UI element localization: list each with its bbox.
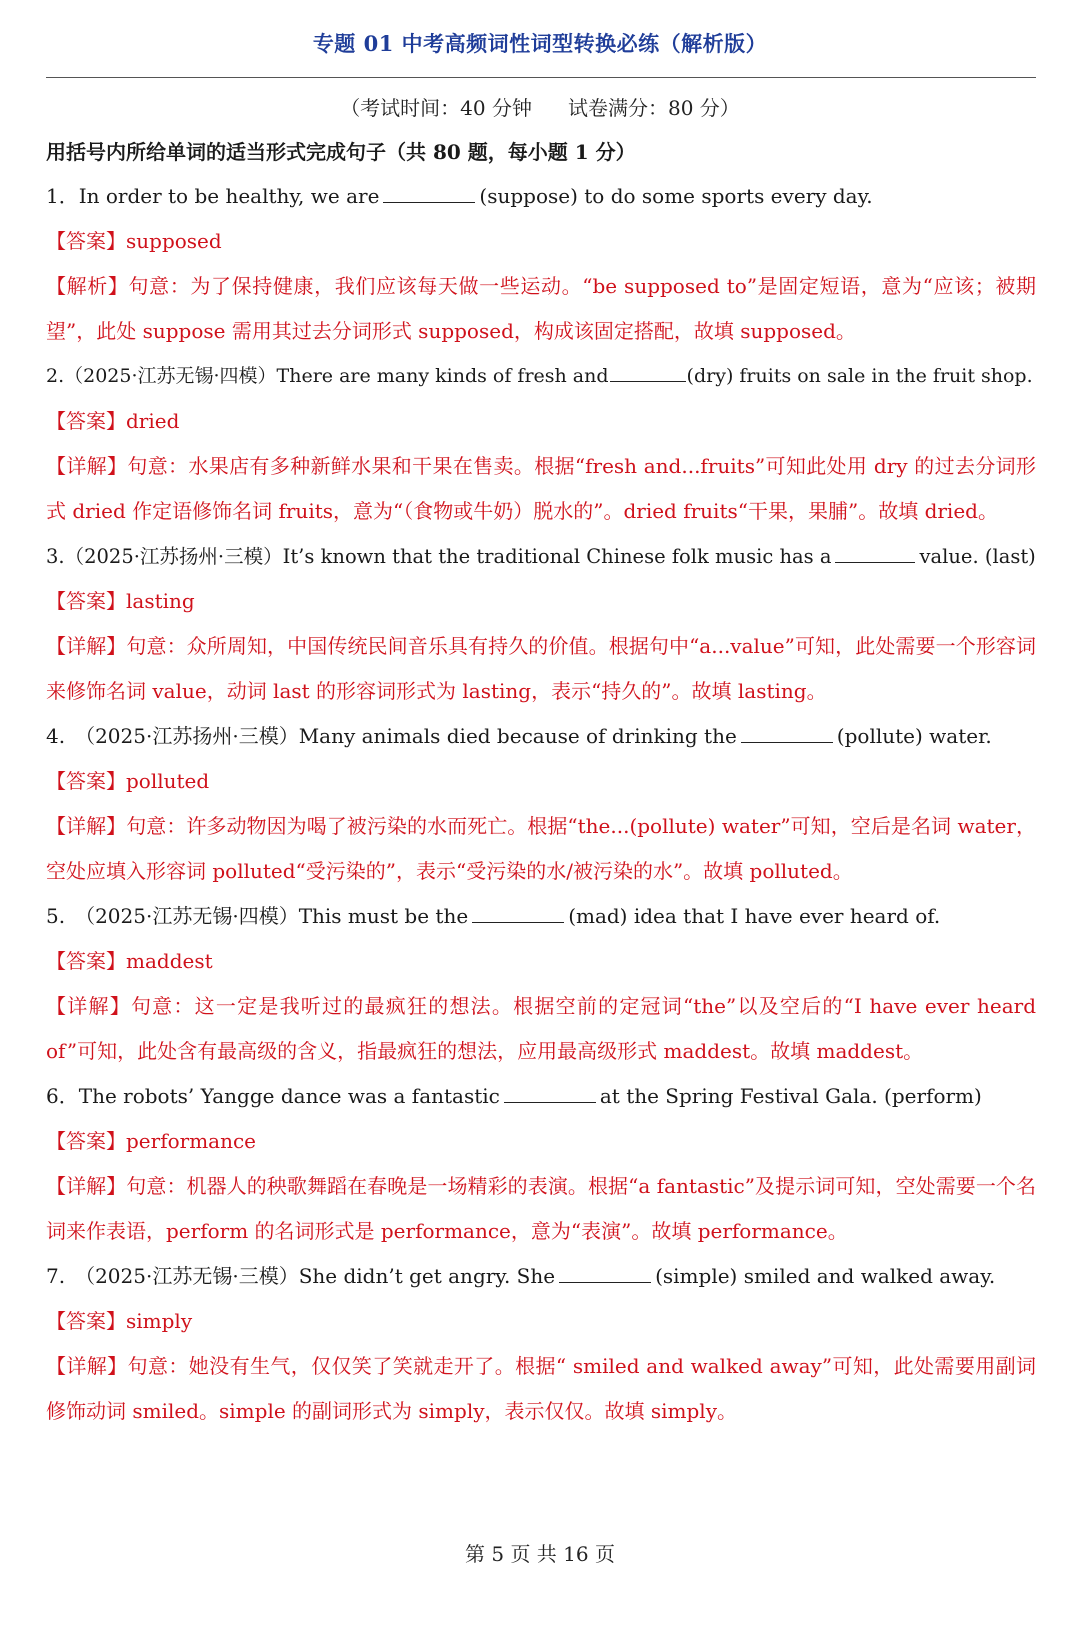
answer-blank [741, 741, 833, 743]
full-score: 试卷满分：80 分） [568, 96, 740, 120]
answer-5: 【答案】maddest [46, 949, 213, 973]
header-divider [46, 77, 1036, 78]
answer-7: 【答案】simply [46, 1309, 193, 1333]
explanation-5: 【详解】句意：这一定是我听过的最疯狂的想法。根据空前的定冠词“the”以及空后的“I have ever heard of”可知，此处含有最高级的含义，指最疯狂的想法，应用最高级形式 maddest。故填 maddest。 [46, 994, 1037, 1063]
question-2: 2.（2025·江苏无锡·四模）There are many kinds of fresh and (dry) fruits on sale in the fruit shop. [46, 365, 1033, 387]
answer-blank [559, 1281, 651, 1283]
question-list [46, 174, 1036, 1434]
answer-blank [610, 380, 686, 382]
answer-1: 【答案】supposed [46, 229, 222, 253]
answer-6: 【答案】performance [46, 1129, 257, 1153]
document-title: 专题 01 中考高频词性词型转换必练（解析版） [312, 31, 768, 56]
exam-time: （考试时间：40 分钟 [340, 96, 532, 120]
question-5: 5. （2025·江苏无锡·四模）This must be the (mad) idea that I have ever heard of. [46, 904, 941, 928]
answer-blank [835, 561, 915, 563]
answer-4: 【答案】polluted [46, 769, 210, 793]
answer-blank [504, 1101, 596, 1103]
answer-3: 【答案】lasting [46, 589, 195, 613]
explanation-1: 【解析】句意：为了保持健康，我们应该每天做一些运动。“be supposed to”是固定短语，意为“应该；被期望”，此处 suppose 需用其过去分词形式 supposed，构成该固定搭配，故填 supposed。 [46, 274, 1036, 343]
answer-blank [472, 921, 564, 923]
section-instructions: 用括号内所给单词的适当形式完成句子（共 80 题，每小题 1 分） [46, 140, 636, 164]
question-4: 4. （2025·江苏扬州·三模）Many animals died because of drinking the (pollute) water. [46, 724, 992, 748]
explanation-4: 【详解】句意：许多动物因为喝了被污染的水而死亡。根据“the...(pollute) water”可知，空后是名词 water，空处应填入形容词 polluted“受污染的”，表示“受污染的水/被污染的水”。故填 polluted。 [46, 814, 1036, 883]
question-3: 3.（2025·江苏扬州·三模）It’s known that the traditional Chinese folk music has a value. (last) [46, 545, 1036, 568]
explanation-7: 【详解】句意：她没有生气，仅仅笑了笑就走开了。根据“ smiled and walked away”可知，此处需要用副词修饰动词 smiled。simple 的副词形式为 simply，表示仅仅。故填 simply。 [46, 1354, 1037, 1423]
question-7: 7. （2025·江苏无锡·三模）She didn’t get angry. She (simple) smiled and walked away. [46, 1264, 996, 1288]
answer-2: 【答案】dried [46, 409, 180, 433]
exam-info [0, 92, 1080, 121]
question-1: 1．In order to be healthy, we are (suppose) to do some sports every day. [46, 184, 873, 208]
page-footer: 第 5 页 共 16 页 [465, 1542, 615, 1566]
answer-blank [383, 201, 475, 203]
explanation-6: 【详解】句意：机器人的秧歌舞蹈在春晚是一场精彩的表演。根据“a fantastic”及提示词可知，空处需要一个名词来作表语，perform 的名词形式是 performance，意为“表演”。故填 performance。 [46, 1174, 1037, 1243]
explanation-2: 【详解】句意：水果店有多种新鲜水果和干果在售卖。根据“fresh and...fruits”可知此处用 dry 的过去分词形式 dried 作定语修饰名词 fruits，意为“（食物或牛奶）脱水的”。dried fruits“干果，果脯”。故填 dried。 [46, 454, 1036, 523]
question-6: 6．The robots’ Yangge dance was a fantastic at the Spring Festival Gala. (perform) [46, 1084, 982, 1108]
explanation-3: 【详解】句意：众所周知，中国传统民间音乐具有持久的价值。根据句中“a...value”可知，此处需要一个形容词来修饰名词 value，动词 last 的形容词形式为 lasting，表示“持久的”。故填 lasting。 [46, 634, 1037, 703]
